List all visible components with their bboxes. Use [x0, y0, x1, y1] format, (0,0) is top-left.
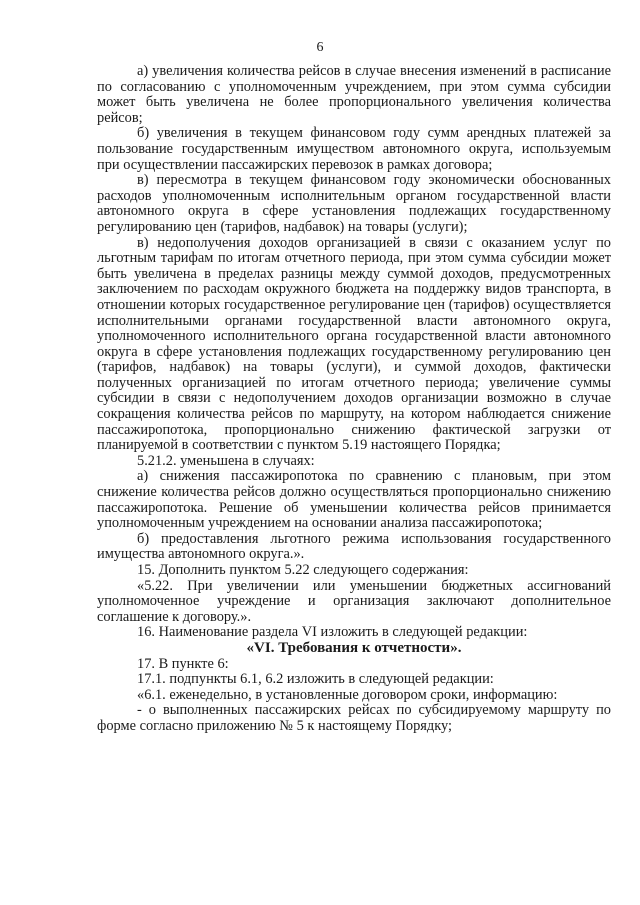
paragraph: в) пересмотра в текущем финансовом году экономически обоснованных расходов уполномоченным исполнительным органом государственной власти автономного округа в сфере установления подлежащих государственному регулированию цен (тарифов, надбавок) на товары (услуги);: [97, 172, 611, 235]
paragraph: в) недополучения доходов организацией в связи с оказанием услуг по льготным тарифам по итогам отчетного периода, при этом сумма субсидии может быть увеличена в пределах разницы между суммой доходов, предусмотренных заключением по расходам окружного бюджета на поддержку видов транспорта, в отношении которых государственное регулирование цен (тарифов) осуществляется исполнительными органами государственной власти автономного округа, уполномоченного исполнительного органа государственной власти автономного округа в сфере установления подлежащих государственному регулированию цен (тарифов, надбавок) на товары (услуги), и суммой доходов, фактически полученных организацией по итогам отчетного периода; увеличение суммы субсидии в связи с недополучением доходов организации возможно в случае сокращения количества рейсов по маршруту, на котором наблюдается снижение пассажиропотока, пропорционально снижению фактической загрузки от планируемой в соответствии с пунктом 5.19 настоящего Порядка;: [97, 234, 611, 454]
paragraph: - о выполненных пассажирских рейсах по субсидируемому маршруту по форме согласно приложению № 5 к настоящему Порядку;: [97, 702, 611, 734]
paragraph: а) увеличения количества рейсов в случае внесения изменений в расписание по согласованию с уполномоченным учреждением, при этом сумма субсидии может быть увеличена не более пропорционального увеличения количества рейсов;: [97, 63, 611, 126]
document-body: [97, 64, 611, 735]
paragraph: 15. Дополнить пунктом 5.22 следующего содержания:: [137, 562, 469, 578]
paragraph: б) увеличения в текущем финансовом году сумм арендных платежей за пользование государственным имуществом автономного округа, используемым при осуществлении пассажирских перевозок в рамках договора;: [97, 125, 611, 173]
section-heading: «VI. Требования к отчетности».: [246, 639, 462, 656]
paragraph: 17.1. подпункты 6.1, 6.2 изложить в следующей редакции:: [137, 671, 494, 688]
paragraph: 17. В пункте 6:: [137, 655, 229, 672]
paragraph: б) предоставления льготного режима использования государственного имущества автономного округа.».: [97, 530, 611, 563]
paragraph: 5.21.2. уменьшена в случаях:: [137, 452, 315, 469]
paragraph: а) снижения пассажиропотока по сравнению с плановым, при этом снижение количества рейсов должно осуществляться пропорционально снижению пассажиропотока. Решение об уменьшении количества рейсов принимается уполномоченным учреждением на основании анализа пассажиропотока;: [97, 468, 611, 532]
paragraph: «5.22. При увеличении или уменьшении бюджетных ассигнований уполномоченное учреждение и организация заключают дополнительное соглашение к договору.».: [97, 577, 611, 625]
paragraph: «6.1. еженедельно, в установленные договором сроки, информацию:: [137, 686, 558, 703]
page-number: 6: [316, 40, 324, 55]
paragraph: 16. Наименование раздела VI изложить в следующей редакции:: [137, 624, 528, 641]
